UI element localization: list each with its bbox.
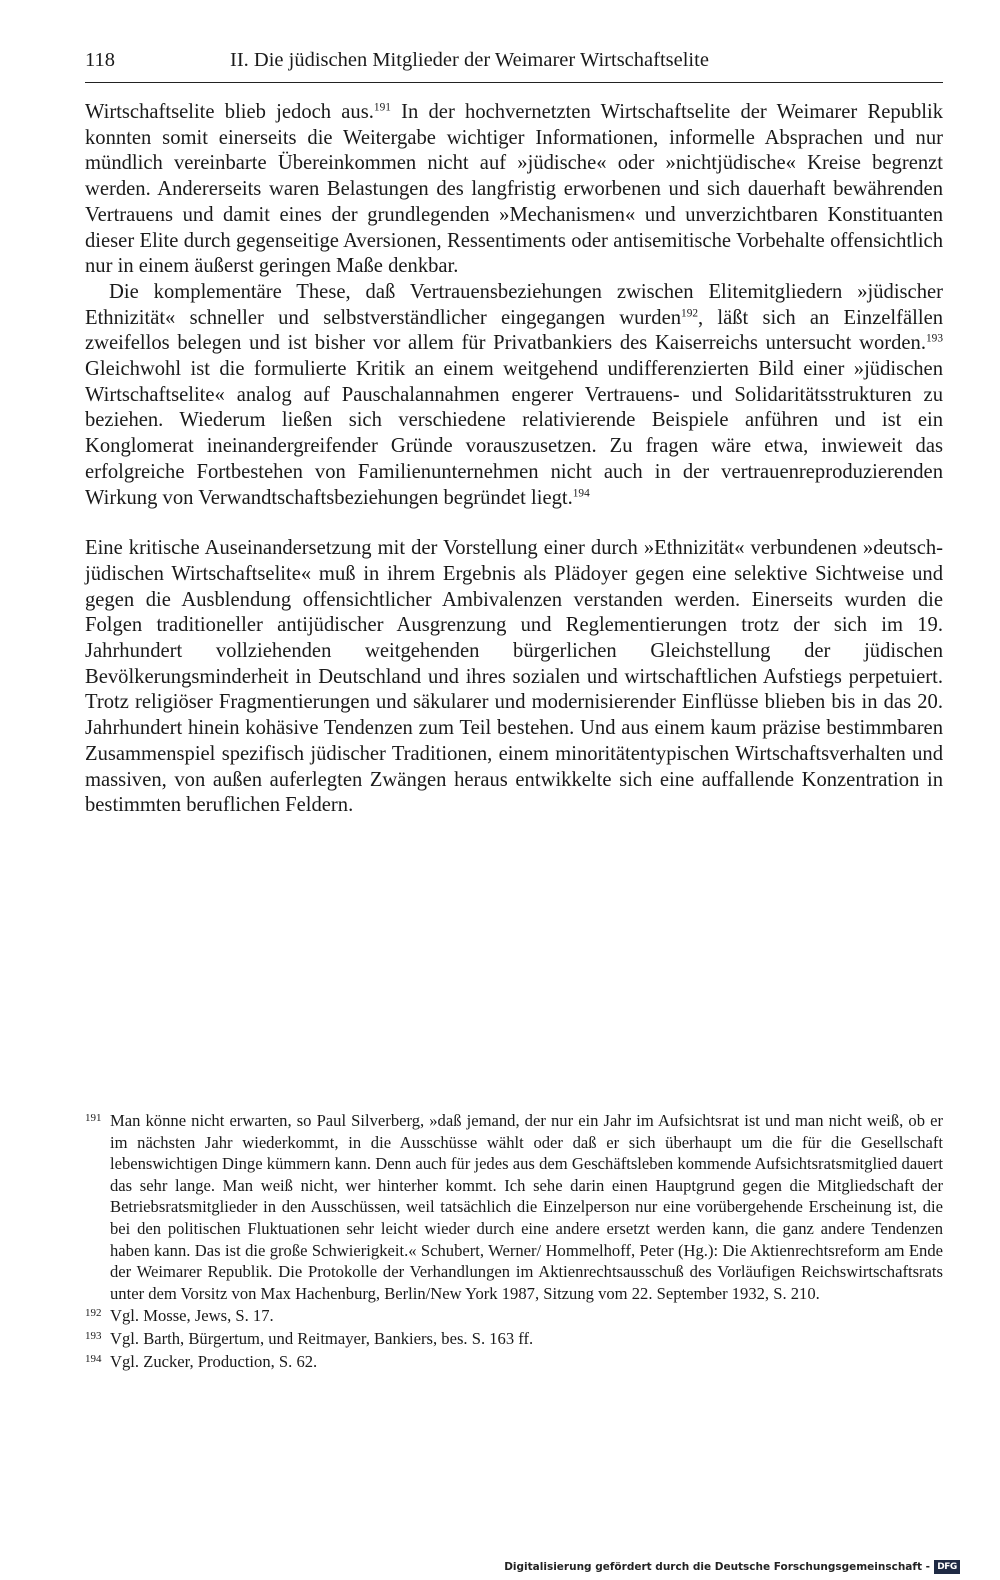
footnote-192 (85, 1305, 943, 1327)
footnote-193 (85, 1328, 943, 1350)
paragraph-2-text-b: , läßt sich an Einzelfällen zweifellos belegen und ist bisher vor allem für Privatbankiers des Kaiserreichs untersucht worden. (85, 306, 944, 355)
paragraph-2 (85, 280, 943, 511)
paragraph-1 (85, 100, 943, 280)
paragraph-3: Eine kritische Auseinandersetzung mit der Vorstellung einer durch »Ethnizität« verbundenen »deutsch-jüdischen Wirtschaftselite« muß in ihrem Ergebnis als Plädoyer gegen eine selektive Sichtweise und gegen die Ausblendung offensichtlicher Ambivalenzen verstanden werden. Einerseits wurden die Folgen traditioneller antijüdischer Ausgrenzung und Reglementierungen trotz der sich im 19. Jahrhundert vollziehenden weitgehenden bürgerlichen Gleichstellung der jüdischen Bevölkerungsminderheit in Deutschland und ihres sozialen und wirtschaftlichen Aufstiegs perpetuiert. Trotz religiöser Fragmentierungen und säkularer und modernisierender Einflüsse blieben bis in das 20. Jahrhundert hinein kohäsive Tendenzen zum Teil bestehen. Und aus einem kaum präzise bestimmbaren Zusammenspiel spezifisch jüdischer Traditionen, einem minoritätentypischen Wirtschaftsverhalten und massiven, von außen auferlegten Zwängen heraus entwikkelte sich eine auffallende Konzentration in bestimmten beruflichen Feldern. (85, 537, 943, 817)
paragraph-1-text-a: Wirtschaftselite blieb jedoch aus. (85, 101, 374, 123)
footnote-text: Vgl. Barth, Bürgertum, und Reitmayer, Bankiers, bes. S. 163 ff. (110, 1328, 534, 1348)
paragraph-2-text-c: Gleichwohl ist die formulierte Kritik an einem weitgehend undifferenzierten Bild einer »jüdischen Wirtschaftselite« analog auf Pauschalannahmen engerer Vertrauens- und Solidaritätsstrukturen zu beziehen. Wiederum ließen sich verschiedene relativierende Beispiele anführen und ist ein Konglomerat ineinandergreifender Gründe vorauszusetzen. Zu fragen wäre etwa, inwieweit das erfolgreiche Fortbestehen von Familienunternehmen nicht auch in der vertrauenreproduzierenden Wirkung von Verwandtschaftsbeziehungen begründet liegt. (85, 358, 943, 509)
body-text (85, 100, 943, 819)
footnote-ref-192[interactable]: 192 (681, 307, 699, 320)
paragraph-2-text-a: Die komplementäre These, daß Vertrauensbeziehungen zwischen Elitemitgliedern »jüdischer Ethnizität« schneller und selbstverständlicher eingegangen wurden (85, 280, 943, 329)
footnote-number: 194 (85, 1352, 102, 1365)
footnote-number: 191 (85, 1112, 102, 1124)
footnote-text: Vgl. Zucker, Production, S. 62. (110, 1351, 318, 1371)
paragraph-1-text-b: In der hochvernetzten Wirtschaftselite der Weimarer Republik konnten somit einerseits die Weitergabe wichtiger Informationen, informelle Absprachen und nur mündlich vereinbarte Übereinkommen nicht auf »jüdische« oder »nichtjüdische« Kreise begrenzt werden. Andererseits waren Belastungen des langfristig erworbenen und sich dauerhaft bewährenden Vertrauens und damit eines der grundlegenden »Mechanismen« und unverzichtbaren Konstituanten dieser Elite durch gegenseitige Aversionen, Ressentiments oder antisemitische Vorbehalte offensichtlich nur in einem äußerst geringen Maße denkbar. (85, 101, 943, 278)
digitization-text: Digitalisierung gefördert durch die Deutsche Forschungsgemeinschaft - (504, 1561, 930, 1573)
footnote-ref-193[interactable]: 193 (926, 332, 943, 345)
footnote-number: 192 (85, 1307, 102, 1320)
footnote-194 (85, 1351, 943, 1373)
footnote-ref-191[interactable]: 191 (373, 101, 391, 114)
footnote-number: 193 (85, 1329, 102, 1342)
running-title: II. Die jüdischen Mitglieder der Weimarer Wirtschaftselite (230, 49, 709, 71)
footnote-text: Vgl. Mosse, Jews, S. 17. (110, 1306, 274, 1326)
footnote-ref-194[interactable]: 194 (572, 487, 590, 500)
dfg-logo-icon: DFG (934, 1560, 960, 1574)
footnote-191 (85, 1110, 943, 1304)
running-head (85, 42, 943, 83)
footnote-text: Man könne nicht erwarten, so Paul Silverberg, »daß jemand, der nur ein Jahr im Aufsichtsrat ist und man nicht weiß, ob er im nächsten Jahr wiederkommt, in die Ausschüsse wählt oder daß er sich überhaupt um die für die Gesellschaft lebenswichtigen Dinge kümmern kann. Denn auch für jedes aus dem Geschäftsleben kommende Aufsichtsratsmitglied dauert das sehr lange. Man weiß nicht, wer hinterher kommt. Ich sehe darin einen Hauptgrund gegen die Mitgliedschaft der Betriebsratsmitglieder in den Ausschüssen, weil tatsächlich die Einzelperson nur eine vorübergehende Erscheinung ist, die bei den politischen Fluktuationen sehr leicht wieder durch eine andere ersetzt werden kann, die ganz andere Tendenzen haben kann. Das ist die große Schwierigkeit.« Schubert, Werner/ Hommelhoff, Peter (Hg.): Die Aktienrechtsreform am Ende der Weimarer Republik. Die Protokolle der Verhandlungen im Aktienrechtsausschuß des Vorläufigen Reichswirtschaftsrats unter dem Vorsitz von Max Hachenburg, Berlin/New York 1987, Sitzung vom 22. September 1932, S. 210. (110, 1111, 943, 1303)
page-number: 118 (85, 49, 115, 71)
digitization-notice (504, 1558, 960, 1576)
footnotes (85, 1110, 943, 1373)
